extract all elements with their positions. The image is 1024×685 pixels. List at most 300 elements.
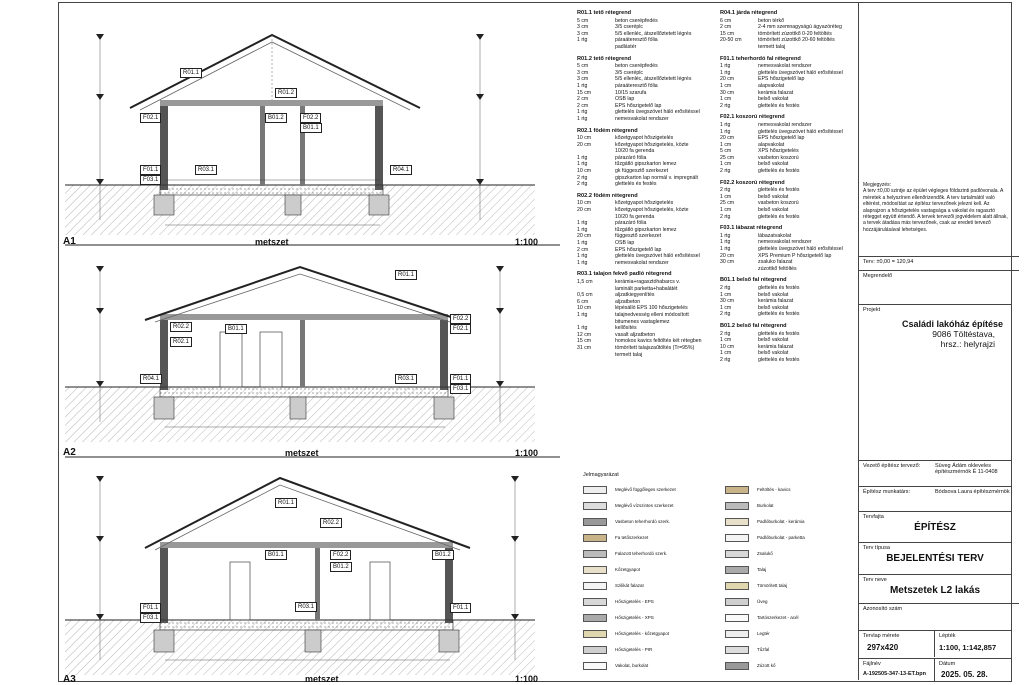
layer-spec-title: R01.1 tető rétegrend: [577, 10, 632, 16]
layer-thickness: 3 cm: [577, 76, 589, 83]
layer-material: páraáteresztő fólia: [615, 37, 658, 44]
layer-spec-column-1: [577, 10, 717, 363]
project-place: 9086 Töltéstava,: [932, 329, 995, 339]
legend-swatch: [725, 614, 749, 622]
notes-title: Megjegyzés:: [863, 182, 892, 188]
layer-spec-row: [720, 103, 855, 110]
layer-spec-row: [720, 292, 855, 299]
layer-thickness: 1 rtg: [577, 253, 588, 260]
layer-spec-row: [720, 331, 855, 338]
section-a1-drawing: [60, 20, 560, 250]
legend-label: Vakolat, burkolat: [615, 663, 649, 668]
legend-swatch: [583, 662, 607, 670]
layer-material: alapvakolat: [758, 82, 785, 89]
layer-thickness: [577, 214, 615, 221]
layer-spec-row: [720, 148, 855, 155]
layer-thickness: 2 rtg: [720, 356, 731, 363]
layer-material: nemesvakolat rendszer: [615, 259, 669, 266]
layer-spec-row: [720, 168, 855, 175]
layer-spec-row: [577, 70, 717, 77]
layer-spec-block: [720, 277, 855, 318]
lead-designer-row: [859, 460, 1011, 486]
layer-material: termett talaj: [615, 351, 643, 358]
legend-item: [583, 614, 654, 621]
layer-spec-row: [577, 286, 717, 293]
layer-spec-row: [577, 103, 717, 110]
layer-spec-title: F02.1 koszorú rétegrend: [720, 114, 785, 121]
legend-swatch: [725, 502, 749, 510]
layer-spec-block: [577, 10, 717, 51]
type-label: Terv típusa: [863, 545, 890, 551]
layer-thickness: 3 cm: [577, 24, 589, 31]
layer-thickness: 10 cm: [577, 305, 592, 312]
layer-material: lépésálló EPS 100 hőszigetelés: [615, 305, 688, 312]
layer-thickness: 1 rtg: [720, 121, 731, 128]
layer-thickness: 1 cm: [720, 350, 732, 357]
layer-thickness: 30 cm: [720, 259, 735, 266]
layer-spec-row: [577, 292, 717, 299]
legend-swatch: [725, 550, 749, 558]
plan-name: Metszetek L2 lakás: [889, 585, 981, 596]
layer-spec-block: [720, 225, 855, 272]
legend-item: [583, 630, 669, 637]
layer-thickness: 3 cm: [577, 30, 589, 37]
layer-tag: F02.2: [450, 314, 471, 324]
layer-tag: R01.1: [180, 68, 202, 78]
file-name: A-192505-347-13-ET.bpn: [863, 671, 926, 677]
layer-tag: F02.2: [300, 113, 321, 123]
layer-material: kellősítés: [615, 325, 637, 332]
section-label: A2: [63, 447, 76, 458]
legend-swatch: [725, 598, 749, 606]
legend-label: Talaj: [757, 567, 767, 572]
layer-material: glettelés és festés: [758, 284, 800, 291]
scale-label: Lépték: [939, 633, 956, 639]
layer-material: aljzatkiegyenlítés: [615, 292, 655, 299]
legend-label: Hőszigetelés - PIR: [615, 647, 653, 652]
layer-thickness: 2 rtg: [720, 213, 731, 220]
layer-material: tűzgátló gipszkarton lemez: [615, 226, 677, 233]
layer-spec-row: [720, 83, 855, 90]
elevation-ref: Terv: ±0,00 = 120,94: [859, 256, 1019, 272]
layer-material: belső vakolat: [758, 304, 789, 311]
layer-spec-row: [577, 325, 717, 332]
layer-thickness: 1 cm: [720, 207, 732, 214]
layer-thickness: 1 cm: [720, 304, 732, 311]
layer-spec-block: [577, 193, 717, 267]
layer-spec-title: R04.1 járda rétegrend: [720, 10, 778, 16]
layer-thickness: 0,5 cm: [577, 292, 593, 299]
layer-material: 10/20 fa gerenda: [615, 148, 655, 155]
layer-spec-row: [577, 332, 717, 339]
layer-material: kőzetgyapot hőszigetelés, közte: [615, 207, 689, 214]
layer-material: vasbeton koszorú: [758, 200, 799, 207]
section-scale: 1:100: [515, 448, 539, 458]
layer-thickness: 5 cm: [577, 17, 589, 24]
layer-tag: R04.1: [140, 374, 162, 384]
layer-spec-row: [720, 122, 855, 129]
layer-thickness: 1 cm: [720, 82, 732, 89]
legend-label: Hőszigetelés - EPS: [615, 599, 654, 604]
layer-thickness: 20 cm: [720, 252, 735, 259]
layer-material: vasalt aljzatbeton: [615, 331, 656, 338]
layer-thickness: 15 cm: [577, 338, 592, 345]
layer-material: glettelés és festés: [758, 213, 800, 220]
layer-material: aljzatbeton: [615, 298, 641, 305]
layer-material: kerámia falazat: [758, 298, 794, 305]
legend-label: Falazott teherhordó szerk.: [615, 551, 668, 556]
legend-item: [583, 598, 654, 605]
layer-thickness: 10 cm: [577, 168, 592, 175]
layer-spec-column-2: [720, 10, 855, 369]
layer-spec-row: [577, 155, 717, 162]
layer-spec-row: [720, 194, 855, 201]
layer-spec-row: [577, 207, 717, 214]
layer-spec-row: [577, 44, 717, 51]
layer-material: tömörített zúzottkő 0-20 feltöltés: [758, 30, 832, 37]
staff-row: [859, 486, 1011, 511]
layer-spec-row: [720, 96, 855, 103]
layer-spec-row: [720, 187, 855, 194]
legend-item: [725, 630, 770, 637]
layer-material: nemesvakolat rendszer: [615, 115, 669, 122]
layer-spec-row: [720, 259, 855, 266]
layer-tag: R02.2: [170, 322, 192, 332]
section-label: A3: [63, 674, 76, 685]
section-label: A1: [63, 236, 76, 247]
layer-spec-row: [577, 24, 717, 31]
layer-thickness: 1 rtg: [577, 37, 588, 44]
legend-label: Padlóburkolat - kerámia: [757, 519, 805, 524]
legend-label: Meglévő vízszintes szerkezet: [615, 503, 674, 508]
legend-swatch: [583, 534, 607, 542]
discipline-label: Tervfajta: [863, 514, 884, 520]
layer-tag: F03.1: [140, 175, 161, 185]
layer-spec-row: [577, 76, 717, 83]
legend-label: Fa tetőszerkezet: [615, 535, 649, 540]
layer-spec-block: [720, 56, 855, 110]
layer-tag: R03.1: [295, 602, 317, 612]
layer-tag: F03.1: [140, 613, 161, 623]
name-row: [859, 574, 1011, 603]
layer-material: belső vakolat: [758, 96, 789, 103]
layer-thickness: 1 rtg: [577, 109, 588, 116]
section-title: metszet: [255, 237, 289, 247]
legend-item: [583, 646, 652, 653]
layer-spec-row: [720, 266, 855, 273]
layer-spec-row: [720, 239, 855, 246]
layer-spec-row: [720, 76, 855, 83]
layer-material: glettelés üvegszövet háló erősítéssel: [758, 246, 843, 252]
legend: [575, 472, 845, 677]
layer-spec-title: R03.1 talajon fekvő padló rétegrend: [577, 271, 672, 278]
legend-item: [583, 566, 640, 573]
layer-material: 10/15 szarufa: [615, 89, 647, 96]
layer-material: belső vakolat: [758, 350, 789, 357]
layer-material: kerámia+ragasztóhabarcs v.: [615, 278, 680, 285]
layer-material: gipszkarton lap normál v. impregnált: [615, 174, 698, 181]
layer-tag: R01.1: [275, 498, 297, 508]
legend-swatch: [725, 662, 749, 670]
layer-spec-row: [577, 214, 717, 221]
legend-label: Hőszigetelés - kőzetgyapot: [615, 631, 670, 636]
layer-material: zúzottkő feltöltés: [758, 265, 797, 272]
layer-material: lábazatvakolat: [758, 232, 792, 239]
layer-tag: B01.1: [265, 550, 287, 560]
layer-material: termett talaj: [758, 43, 786, 50]
layer-thickness: 1 cm: [720, 337, 732, 344]
layer-material: nemesvakolat rendszer: [758, 239, 812, 246]
section-scale: 1:100: [515, 674, 539, 684]
legend-swatch: [725, 646, 749, 654]
legend-item: [725, 582, 787, 589]
size-scale-row: [859, 630, 1011, 657]
staff-name: Bódsova Laura építészmérnök: [935, 489, 1010, 495]
legend-swatch: [583, 550, 607, 558]
layer-spec-block: [720, 323, 855, 364]
layer-thickness: 2 rtg: [577, 181, 588, 188]
legend-label: Vasbeton teherhordó szerk.: [615, 519, 670, 524]
layer-spec-title: R02.1 födém rétegrend: [577, 127, 638, 134]
layer-material: OSB lap: [615, 240, 635, 246]
layer-spec-block: [577, 271, 717, 358]
client-label: Megrendelő: [859, 270, 1019, 305]
layer-thickness: 20-50 cm: [720, 37, 742, 44]
layer-thickness: 5 cm: [577, 63, 589, 70]
lead-label: Vezető építész tervező:: [863, 463, 921, 469]
layer-spec-row: [577, 247, 717, 254]
layer-spec-row: [577, 37, 717, 44]
date-label: Dátum: [939, 661, 956, 667]
layer-thickness: 6 cm: [720, 17, 732, 24]
layer-tag: R02.1: [170, 337, 192, 347]
layer-spec-row: [720, 207, 855, 214]
layer-material: glettelés üvegszövet háló erősítéssel: [758, 69, 843, 76]
legend-item: [583, 582, 644, 589]
layer-spec-row: [577, 116, 717, 123]
project-label: Projekt: [863, 307, 881, 313]
layer-tag: F03.1: [450, 384, 471, 394]
layer-spec-row: [577, 253, 717, 260]
layer-material: glettelés üvegszövet háló erősítéssel: [615, 109, 700, 116]
layer-spec-row: [720, 155, 855, 162]
layer-spec-row: [577, 109, 717, 116]
layer-material: beton cserépfedés: [615, 63, 658, 70]
discipline: ÉPÍTÉSZ: [914, 522, 956, 533]
legend-item: [725, 486, 791, 493]
layer-material: glettelés üvegszövet háló erősítéssel: [615, 253, 700, 260]
lead-name: Süveg Ádám okleveles építészmérnök É 11-0408: [935, 463, 998, 475]
layer-material: nemesvakolat rendszer: [758, 121, 812, 128]
layer-tag: B01.2: [330, 562, 352, 572]
layer-thickness: 1 rtg: [577, 220, 588, 227]
layer-spec-row: [577, 18, 717, 25]
legend-swatch: [583, 582, 607, 590]
layer-thickness: 2 cm: [577, 96, 589, 103]
layer-spec-row: [720, 350, 855, 357]
layer-thickness: 2 rtg: [720, 187, 731, 194]
layer-spec-row: [720, 285, 855, 292]
layer-spec-row: [720, 142, 855, 149]
layer-thickness: 15 cm: [577, 89, 592, 96]
layer-thickness: 6 cm: [577, 298, 589, 305]
legend-swatch: [583, 598, 607, 606]
layer-material: 2-4 mm szemnagyságú ágyazóréteg: [758, 24, 842, 31]
legend-label: Szilikát falazat: [615, 583, 644, 588]
layer-thickness: 1 rtg: [577, 226, 588, 233]
layer-thickness: 1 rtg: [720, 69, 731, 76]
layer-spec-block: [577, 56, 717, 123]
layer-spec-row: [577, 168, 717, 175]
layer-spec-row: [720, 24, 855, 31]
layer-tag: R01.2: [275, 88, 297, 98]
layer-tag: F01.1: [140, 165, 161, 175]
legend-item: [725, 550, 773, 557]
layer-thickness: 1 rtg: [577, 325, 588, 332]
layer-thickness: 20 cm: [720, 76, 735, 83]
layer-material: tömörített zúzottkő 20-60 feltöltés: [758, 37, 835, 44]
layer-thickness: 1 cm: [720, 193, 732, 200]
layer-thickness: 10 cm: [577, 135, 592, 142]
layer-spec-row: [720, 214, 855, 221]
layer-tag: R01.1: [395, 270, 417, 280]
layer-thickness: 1 rtg: [577, 82, 588, 89]
legend-swatch: [583, 630, 607, 638]
layer-thickness: 1 cm: [720, 96, 732, 103]
staff-label: Építész munkatárs:: [863, 489, 911, 495]
layer-thickness: [577, 148, 615, 155]
layer-material: glettelés üvegszövet háló erősítéssel: [758, 128, 843, 135]
layer-spec-row: [577, 260, 717, 267]
layer-material: glettelés és festés: [615, 181, 657, 188]
layer-thickness: 1 cm: [720, 291, 732, 298]
legend-item: [583, 486, 676, 493]
layer-material: nemesvakolat rendszer: [758, 63, 812, 70]
layer-thickness: [720, 44, 758, 51]
legend-item: [725, 662, 776, 669]
layer-material: párazáró fólia: [615, 154, 647, 161]
layer-material: alapvakolat: [758, 141, 785, 148]
layer-spec-title: R02.2 födém rétegrend: [577, 192, 638, 199]
layer-thickness: 3 cm: [577, 69, 589, 76]
layer-material: beton cserépfedés: [615, 17, 658, 24]
layer-thickness: 12 cm: [577, 331, 592, 338]
layer-material: kerámia falazat: [758, 89, 794, 96]
section-scale: 1:100: [515, 237, 539, 247]
layer-material: homokos kavics feltöltés két rétegben: [615, 338, 702, 345]
legend-title: Jelmagyarázat: [583, 472, 619, 478]
name-label: Terv neve: [863, 577, 887, 583]
layer-tag: B01.1: [225, 324, 247, 334]
legend-swatch: [725, 566, 749, 574]
layer-thickness: [577, 44, 615, 51]
layer-material: EPS hőszigetelő lap: [615, 246, 662, 253]
layer-thickness: 1 rtg: [720, 128, 731, 135]
layer-material: tömörített talajszaűtöltés (Tr=95%): [615, 344, 695, 351]
sheet-scale: 1:100, 1:142,857: [939, 643, 997, 652]
layer-material: glettelés és festés: [758, 102, 800, 109]
layer-material: padlástér: [615, 43, 637, 50]
layer-tag: R03.1: [195, 165, 217, 175]
layer-spec-row: [720, 337, 855, 344]
layer-material: bitumenes vastaglemez: [615, 318, 670, 325]
legend-label: Meglévő függőleges szerkezet: [615, 487, 676, 492]
notes: [863, 182, 1009, 233]
layer-spec-row: [720, 129, 855, 136]
layer-spec-row: [577, 175, 717, 182]
layer-spec-row: [577, 90, 717, 97]
layer-thickness: 2 rtg: [720, 102, 731, 109]
legend-swatch: [583, 518, 607, 526]
layer-thickness: 2 rtg: [720, 330, 731, 337]
layer-material: 5/5 ellenléc, átszellőztetett légrés: [615, 76, 692, 83]
layer-spec-row: [577, 338, 717, 345]
id-label: Azonosító szám: [859, 603, 1019, 632]
legend-item: [583, 550, 667, 557]
file-date-row: [859, 658, 1011, 681]
legend-swatch: [725, 534, 749, 542]
layer-spec-row: [720, 31, 855, 38]
layer-spec-row: [720, 18, 855, 25]
layer-thickness: 1 rtg: [577, 259, 588, 266]
layer-tag: R04.1: [390, 165, 412, 175]
layer-spec-row: [577, 148, 717, 155]
layer-spec-row: [720, 246, 855, 253]
legend-label: Legtér: [757, 631, 770, 636]
layer-spec-row: [720, 357, 855, 364]
layer-spec-row: [577, 181, 717, 188]
project-box: [859, 304, 1011, 460]
layer-spec-block: [720, 10, 855, 51]
layer-spec-row: [577, 135, 717, 142]
layer-thickness: [577, 319, 615, 326]
layer-thickness: 2 rtg: [720, 311, 731, 318]
legend-label: Hőszigetelés - XPS: [615, 615, 654, 620]
layer-spec-title: F02.2 koszorú rétegrend: [720, 179, 785, 186]
layer-spec-row: [720, 37, 855, 44]
plan-date: 2025. 05. 28.: [941, 670, 988, 679]
layer-material: tűzgátló gipszkarton lemez: [615, 161, 677, 168]
layer-thickness: 20 cm: [577, 233, 592, 240]
layer-spec-row: [577, 312, 717, 319]
legend-label: Zúzott kő: [757, 663, 776, 668]
layer-material: OSB lap: [615, 96, 635, 103]
layer-thickness: 1,5 cm: [577, 278, 593, 285]
layer-spec-row: [720, 305, 855, 312]
layer-thickness: 2 cm: [720, 24, 732, 31]
layer-spec-row: [720, 344, 855, 351]
layer-material: 3/5 cseréplc: [615, 24, 643, 31]
layer-spec-row: [720, 63, 855, 70]
layer-thickness: 1 rtg: [720, 63, 731, 70]
layer-thickness: 2 rtg: [577, 174, 588, 181]
layer-spec-row: [720, 161, 855, 168]
layer-spec-row: [720, 90, 855, 97]
layer-thickness: 25 cm: [720, 154, 735, 161]
layer-spec-row: [577, 240, 717, 247]
layer-thickness: 1 rtg: [720, 246, 731, 252]
legend-item: [583, 502, 674, 509]
layer-thickness: 2 cm: [577, 102, 589, 109]
layer-material: belső vakolat: [758, 337, 789, 344]
layer-material: glettelés és festés: [758, 330, 800, 337]
legend-swatch: [583, 502, 607, 510]
layer-thickness: 15 cm: [720, 30, 735, 37]
layer-material: belső vakolat: [758, 193, 789, 200]
layer-spec-title: F01.1 teherhordó fal rétegrend: [720, 55, 801, 62]
layer-tag: R03.1: [395, 374, 417, 384]
layer-spec-row: [720, 298, 855, 305]
